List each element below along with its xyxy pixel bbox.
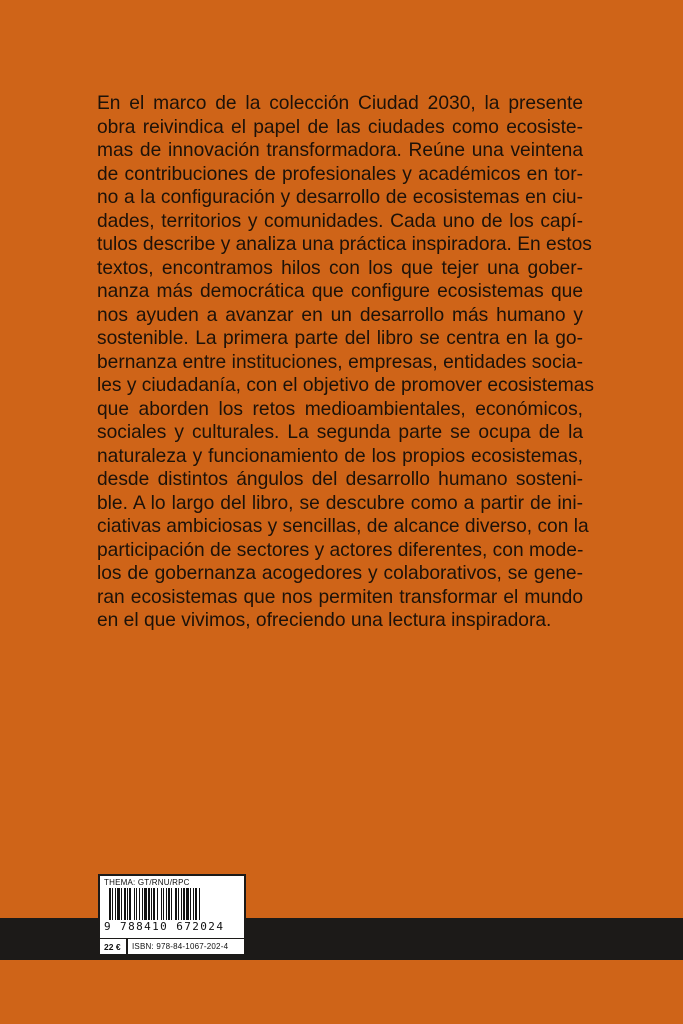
barcode-digits: 9 788410 672024	[104, 920, 225, 933]
thema-code: THEMA: GT/RNU/RPC	[104, 878, 190, 887]
blurb-line: ciativas ambiciosas y sencillas, de alcance diverso, con la	[97, 516, 589, 537]
blurb-line: dades, territorios y comunidades. Cada uno de los capí-	[97, 210, 583, 232]
blurb-line: no a la configuración y desarrollo de ecosistemas en ciu-	[97, 187, 583, 208]
blurb-line: obra reivindica el papel de las ciudades como ecosiste-	[97, 116, 583, 138]
blurb-line: sociales y culturales. La segunda parte se ocupa de la	[97, 422, 583, 443]
barcode-label	[98, 874, 246, 956]
price-strip	[100, 938, 244, 955]
blurb-line: les y ciudadanía, con el objetivo de promover ecosistemas	[97, 375, 595, 396]
blurb-line: naturaleza y funcionamiento de los propios ecosistemas,	[97, 445, 583, 467]
blurb-line: nos ayuden a avanzar en un desarrollo más humano y	[97, 304, 583, 326]
price-divider	[126, 939, 128, 955]
blurb-line: de contribuciones de profesionales y académicos en tor-	[97, 163, 583, 185]
price: 22 €	[104, 942, 121, 952]
blurb-line: textos, encontramos hilos con los que tejer una gober-	[97, 257, 583, 279]
blurb-line: sostenible. La primera parte del libro se centra en la go-	[97, 328, 583, 349]
blurb-line: bernanza entre instituciones, empresas, entidades socia-	[97, 351, 583, 373]
blurb-line: En el marco de la colección Ciudad 2030, la presente	[97, 93, 583, 114]
blurb-line: desde distintos ángulos del desarrollo humano sosteni-	[97, 469, 583, 490]
blurb-line: ran ecosistemas que nos permiten transformar el mundo	[97, 586, 583, 608]
blurb-line: en el que vivimos, ofreciendo una lectura inspiradora.	[97, 610, 552, 631]
blurb-line: ble. A lo largo del libro, se descubre como a partir de ini-	[97, 492, 583, 514]
blurb-line: que aborden los retos medioambientales, económicos,	[97, 398, 583, 420]
back-cover-blurb	[97, 92, 595, 633]
barcode-icon	[103, 888, 243, 920]
isbn: ISBN: 978-84-1067-202-4	[132, 942, 229, 951]
blurb-line: nanza más democrática que configure ecosistemas que	[97, 281, 583, 302]
blurb-line: los de gobernanza acogedores y colaborativos, se gene-	[97, 563, 583, 584]
blurb-line: mas de innovación transformadora. Reúne una veintena	[97, 140, 583, 161]
blurb-line: participación de sectores y actores diferentes, con mode-	[97, 539, 584, 561]
blurb-line: tulos describe y analiza una práctica inspiradora. En estos	[97, 234, 592, 255]
